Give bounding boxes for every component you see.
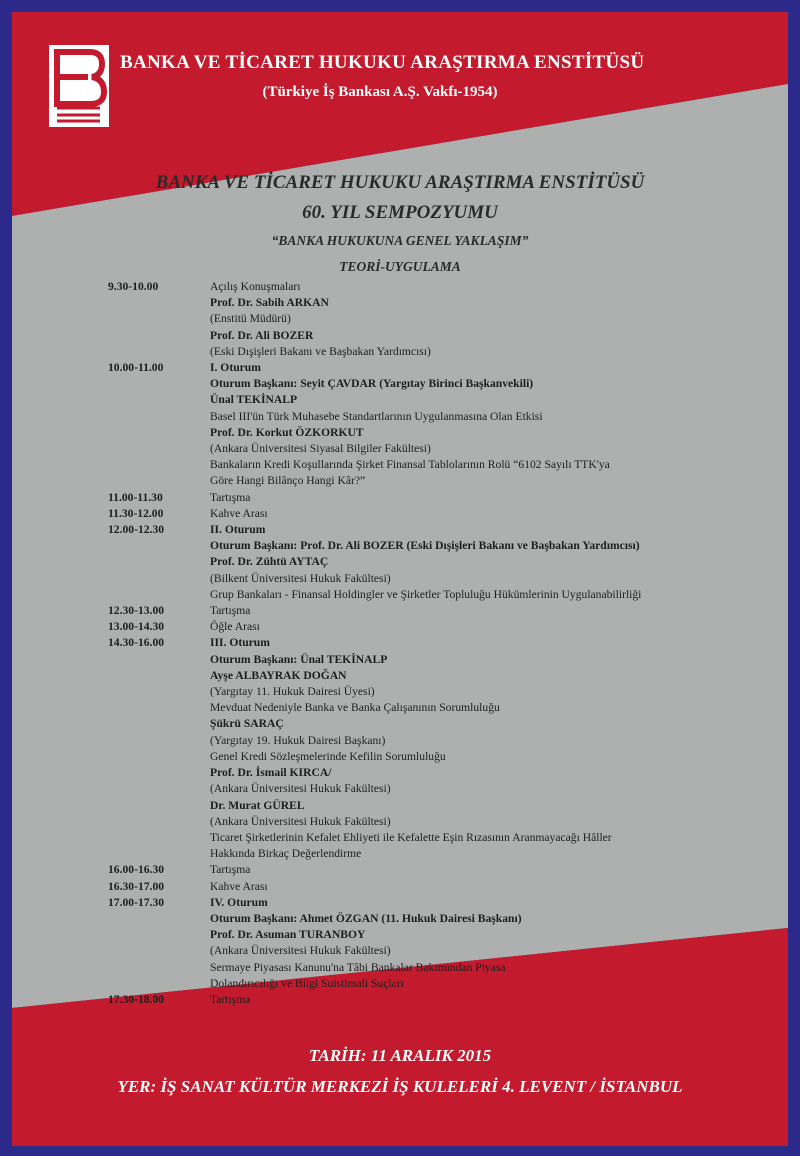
schedule-line: I. Oturum	[210, 361, 261, 375]
schedule-line: Prof. Dr. İsmail KIRCA/	[210, 766, 332, 780]
schedule-time: 16.30-17.00	[108, 879, 165, 893]
schedule-line: Kahve Arası	[210, 506, 268, 520]
schedule-row	[108, 522, 768, 603]
schedule-line: Oturum Başkanı: Ünal TEKİNALP	[210, 652, 388, 666]
schedule-details	[210, 506, 768, 522]
schedule-line: III. Oturum	[210, 636, 270, 650]
schedule-line: Bankaların Kredi Koşullarında Şirket Finansal Tablolarının Rolü “6102 Sayılı TTK'ya	[210, 458, 610, 472]
schedule-line: Ayşe ALBAYRAK DOĞAN	[210, 668, 347, 682]
schedule-time: 9.30-10.00	[108, 280, 159, 293]
schedule-line: Tartışma	[210, 490, 251, 504]
schedule-row	[108, 619, 768, 635]
schedule-line: (Ankara Üniversitesi Hukuk Fakültesi)	[210, 944, 391, 958]
schedule-line: Prof. Dr. Asuman TURANBOY	[210, 928, 366, 942]
schedule-time: 11.30-12.00	[108, 506, 164, 520]
schedule-details	[210, 862, 768, 878]
schedule-line: Kahve Arası	[210, 879, 268, 893]
schedule-line: Genel Kredi Sözleşmelerinde Kefilin Sorumluluğu	[210, 749, 446, 763]
schedule-time: 16.00-16.30	[108, 863, 165, 877]
schedule-line: Prof. Dr. Sabih ARKAN	[210, 296, 329, 310]
schedule-time: 10.00-11.00	[108, 361, 164, 375]
schedule-line: (Yargıtay 19. Hukuk Dairesi Başkanı)	[210, 733, 386, 747]
schedule-line: Prof. Dr. Korkut ÖZKORKUT	[210, 425, 364, 439]
schedule-time: 12.30-13.00	[108, 604, 165, 618]
schedule-line: II. Oturum	[210, 523, 266, 537]
schedule-row	[108, 360, 768, 490]
schedule-row	[108, 879, 768, 895]
schedule-line: Prof. Dr. Ali BOZER	[210, 328, 314, 342]
schedule-line: Göre Hangi Bilânço Hangi Kâr?”	[210, 474, 366, 488]
schedule-line: Sermaye Piyasası Kanunu'na Tâbi Bankalar Bakımından Piyasa	[210, 960, 506, 974]
schedule-line: Öğle Arası	[210, 620, 260, 634]
bte-logo-icon	[48, 44, 110, 128]
schedule-row	[108, 506, 768, 522]
schedule-line: Grup Bankaları - Finansal Holdingler ve Şirketler Topluluğu Hükümlerinin Uygulanabilirliği	[210, 587, 642, 601]
institute-name: BANKA VE TİCARET HUKUKU ARAŞTIRMA ENSTİTÜSÜ	[120, 52, 645, 73]
schedule-line: (Ankara Üniversitesi Siyasal Bilgiler Fakültesi)	[210, 442, 431, 456]
schedule-details	[210, 522, 768, 603]
schedule-line: Oturum Başkanı: Seyit ÇAVDAR (Yargıtay Birinci Başkanvekili)	[210, 377, 534, 391]
schedule-line: Tartışma	[210, 863, 251, 877]
schedule-details	[210, 992, 768, 1008]
foundation-note: (Türkiye İş Bankası A.Ş. Vakfı-1954)	[262, 84, 498, 100]
schedule-row	[108, 603, 768, 619]
schedule-line: Tartışma	[210, 992, 251, 1006]
schedule-line: (Enstitü Müdürü)	[210, 312, 291, 326]
event-title-line2: 60. YIL SEMPOZYUMU	[302, 202, 498, 223]
schedule-time: 14.30-16.00	[108, 636, 165, 650]
schedule-details	[210, 895, 768, 992]
event-subtitle: “BANKA HUKUKUNA GENEL YAKLAŞIM”	[271, 233, 529, 248]
schedule-details	[210, 619, 768, 635]
schedule-row	[108, 635, 768, 862]
schedule-row	[108, 992, 768, 1008]
schedule-line: IV. Oturum	[210, 895, 268, 909]
schedule-details	[210, 490, 768, 506]
event-venue: YER: İŞ SANAT KÜLTÜR MERKEZİ İŞ KULELERİ 4. LEVENT / İSTANBUL	[117, 1077, 683, 1096]
schedule-line: (Ankara Üniversitesi Hukuk Fakültesi)	[210, 782, 391, 796]
schedule-line: (Ankara Üniversitesi Hukuk Fakültesi)	[210, 814, 391, 828]
schedule-line: Dr. Murat GÜREL	[210, 798, 305, 812]
event-date: TARİH: 11 ARALIK 2015	[308, 1046, 492, 1065]
schedule-line: Basel III'ün Türk Muhasebe Standartlarının Uygulanmasına Olan Etkisi	[210, 409, 543, 423]
event-theme: TEORİ-UYGULAMA	[339, 259, 461, 274]
schedule	[108, 279, 768, 1008]
schedule-row	[108, 895, 768, 992]
event-title-line1: BANKA VE TİCARET HUKUKU ARAŞTIRMA ENSTİTÜSÜ	[155, 172, 645, 193]
schedule-line: Şükrü SARAÇ	[210, 717, 284, 731]
schedule-line: Tartışma	[210, 604, 251, 618]
schedule-details	[210, 879, 768, 895]
schedule-line: (Bilkent Üniversitesi Hukuk Fakültesi)	[210, 571, 391, 585]
schedule-line: Oturum Başkanı: Ahmet ÖZGAN (11. Hukuk Dairesi Başkanı)	[210, 911, 522, 925]
schedule-line: Oturum Başkanı: Prof. Dr. Ali BOZER (Eski Dışişleri Bakanı ve Başbakan Yardımcısı)	[210, 539, 640, 553]
schedule-line: Dolandırıcılığı ve Bilgi Suistimali Suçları	[210, 976, 404, 990]
schedule-row	[108, 279, 768, 360]
schedule-details	[210, 635, 768, 862]
schedule-time: 11.00-11.30	[108, 490, 163, 504]
schedule-details	[210, 279, 768, 360]
schedule-line: Ticaret Şirketlerinin Kefalet Ehliyeti ile Kefalette Eşin Rızasının Aranmayacağı Hâller	[210, 830, 612, 844]
schedule-line: (Yargıtay 11. Hukuk Dairesi Üyesi)	[210, 685, 375, 699]
schedule-time: 13.00-14.30	[108, 620, 165, 634]
schedule-time: 17.00-17.30	[108, 895, 165, 909]
schedule-line: Hakkında Birkaç Değerlendirme	[210, 847, 362, 861]
schedule-details	[210, 360, 768, 490]
schedule-time: 17.30-18.00	[108, 992, 165, 1006]
schedule-line: (Eski Dışişleri Bakanı ve Başbakan Yardımcısı)	[210, 344, 431, 358]
schedule-line: Prof. Dr. Zühtü AYTAÇ	[210, 555, 329, 569]
schedule-row	[108, 490, 768, 506]
schedule-line: Açılış Konuşmaları	[210, 280, 301, 293]
schedule-details	[210, 603, 768, 619]
schedule-line: Ünal TEKİNALP	[210, 393, 298, 407]
schedule-time: 12.00-12.30	[108, 523, 165, 537]
schedule-line: Mevduat Nedeniyle Banka ve Banka Çalışanının Sorumluluğu	[210, 701, 500, 715]
schedule-row	[108, 862, 768, 878]
